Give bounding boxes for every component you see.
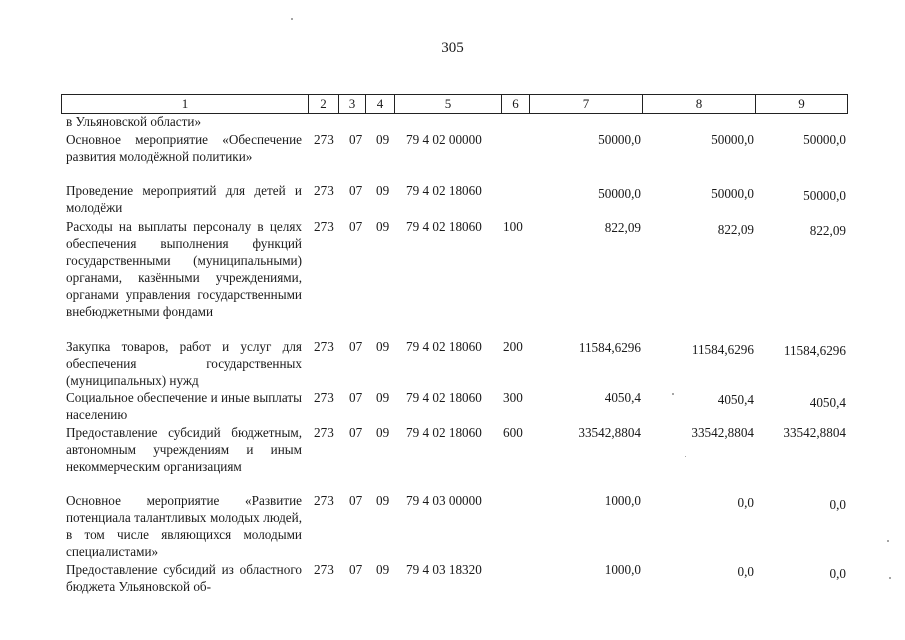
scan-speck bbox=[672, 393, 674, 395]
row-section-code: 07 bbox=[349, 183, 363, 198]
row-target-code: 79 4 02 18060 bbox=[406, 390, 482, 405]
row-amount-col9: 33542,8804 bbox=[783, 425, 846, 440]
row-amount-col8: 0,0 bbox=[737, 564, 754, 579]
scan-speck bbox=[887, 540, 889, 542]
row-amount-col9: 4050,4 bbox=[809, 395, 846, 410]
header-col-4: 4 bbox=[366, 95, 395, 113]
row-amount-col7: 1000,0 bbox=[604, 562, 641, 577]
row-amount-col8: 822,09 bbox=[717, 222, 754, 237]
header-col-3: 3 bbox=[339, 95, 366, 113]
row-amount-col7: 822,09 bbox=[604, 220, 641, 235]
header-col-2: 2 bbox=[309, 95, 339, 113]
row-amount-col9: 50000,0 bbox=[803, 132, 846, 147]
row-subsection-code: 09 bbox=[376, 425, 390, 440]
row-section-code: 07 bbox=[349, 132, 363, 147]
row-amount-col8: 4050,4 bbox=[717, 392, 754, 407]
scan-speck bbox=[889, 577, 891, 579]
row-ministry-code: 273 bbox=[314, 493, 334, 508]
header-col-6: 6 bbox=[502, 95, 530, 113]
row-amount-col7: 11584,6296 bbox=[578, 340, 641, 355]
row-name: Расходы на выплаты персоналу в целях обеспечения выполнения функций государственными (муниципальными) органами, казёнными учреждениями, органами управления государственными внебюджетными фондами bbox=[66, 219, 302, 319]
row-amount-col7: 33542,8804 bbox=[578, 425, 641, 440]
row-target-code: 79 4 02 18060 bbox=[406, 425, 482, 440]
row-subsection-code: 09 bbox=[376, 562, 390, 577]
row-target-code: 79 4 03 00000 bbox=[406, 493, 482, 508]
header-col-9: 9 bbox=[798, 96, 805, 111]
row-amount-col9: 0,0 bbox=[829, 497, 846, 512]
row-section-code: 07 bbox=[349, 493, 363, 508]
row-target-code: 79 4 03 18320 bbox=[406, 562, 482, 577]
scan-speck bbox=[685, 456, 686, 457]
row-name: Закупка товаров, работ и услуг для обеспечения государственных (муниципальных) нужд bbox=[66, 339, 302, 388]
row-expense-type: 300 bbox=[503, 390, 523, 405]
row-amount-col8: 0,0 bbox=[737, 495, 754, 510]
row-name: в Ульяновской области» bbox=[66, 114, 202, 129]
row-amount-col9: 11584,6296 bbox=[783, 343, 846, 358]
row-amount-col7: 1000,0 bbox=[604, 493, 641, 508]
row-amount-col9: 0,0 bbox=[829, 566, 846, 581]
row-expense-type: 200 bbox=[503, 339, 523, 354]
row-subsection-code: 09 bbox=[376, 132, 390, 147]
row-name: Основное мероприятие «Развитие потенциала талантливых молодых людей, в том числе являющихся молодыми специалистами» bbox=[66, 493, 302, 559]
header-col-5: 5 bbox=[395, 95, 502, 113]
table-header bbox=[61, 94, 848, 114]
row-amount-col8: 11584,6296 bbox=[691, 342, 754, 357]
row-ministry-code: 273 bbox=[314, 390, 334, 405]
row-ministry-code: 273 bbox=[314, 562, 334, 577]
header-col-1: 1 bbox=[62, 95, 309, 113]
header-col-7: 7 bbox=[530, 95, 643, 113]
row-amount-col7: 50000,0 bbox=[598, 132, 641, 147]
row-ministry-code: 273 bbox=[314, 219, 334, 234]
row-section-code: 07 bbox=[349, 339, 363, 354]
row-amount-col9: 50000,0 bbox=[803, 188, 846, 203]
row-section-code: 07 bbox=[349, 219, 363, 234]
row-name: Предоставление субсидий из областного бюджета Ульяновской об- bbox=[66, 562, 302, 594]
row-target-code: 79 4 02 00000 bbox=[406, 132, 482, 147]
row-subsection-code: 09 bbox=[376, 339, 390, 354]
row-target-code: 79 4 02 18060 bbox=[406, 219, 482, 234]
row-ministry-code: 273 bbox=[314, 132, 334, 147]
page-number: 305 bbox=[441, 40, 464, 56]
row-expense-type: 100 bbox=[503, 219, 523, 234]
row-subsection-code: 09 bbox=[376, 493, 390, 508]
header-col-8: 8 bbox=[643, 95, 756, 113]
row-amount-col7: 4050,4 bbox=[604, 390, 641, 405]
row-amount-col8: 50000,0 bbox=[711, 132, 754, 147]
row-section-code: 07 bbox=[349, 390, 363, 405]
row-ministry-code: 273 bbox=[314, 425, 334, 440]
row-target-code: 79 4 02 18060 bbox=[406, 183, 482, 198]
row-expense-type: 600 bbox=[503, 425, 523, 440]
row-name: Социальное обеспечение и иные выплаты населению bbox=[66, 390, 302, 422]
row-amount-col9: 822,09 bbox=[809, 223, 846, 238]
row-section-code: 07 bbox=[349, 425, 363, 440]
row-name: Основное мероприятие «Обеспечение развития молодёжной политики» bbox=[66, 132, 302, 164]
row-amount-col7: 50000,0 bbox=[598, 186, 641, 201]
row-ministry-code: 273 bbox=[314, 183, 334, 198]
row-amount-col8: 33542,8804 bbox=[691, 425, 754, 440]
row-name: Предоставление субсидий бюджетным, автономным учреждениям и иным некоммерческим организациям bbox=[66, 425, 302, 474]
row-subsection-code: 09 bbox=[376, 183, 390, 198]
row-target-code: 79 4 02 18060 bbox=[406, 339, 482, 354]
scan-speck bbox=[291, 18, 293, 20]
row-amount-col8: 50000,0 bbox=[711, 186, 754, 201]
row-section-code: 07 bbox=[349, 562, 363, 577]
row-name: Проведение мероприятий для детей и молодёжи bbox=[66, 183, 302, 215]
row-ministry-code: 273 bbox=[314, 339, 334, 354]
row-subsection-code: 09 bbox=[376, 390, 390, 405]
row-subsection-code: 09 bbox=[376, 219, 390, 234]
